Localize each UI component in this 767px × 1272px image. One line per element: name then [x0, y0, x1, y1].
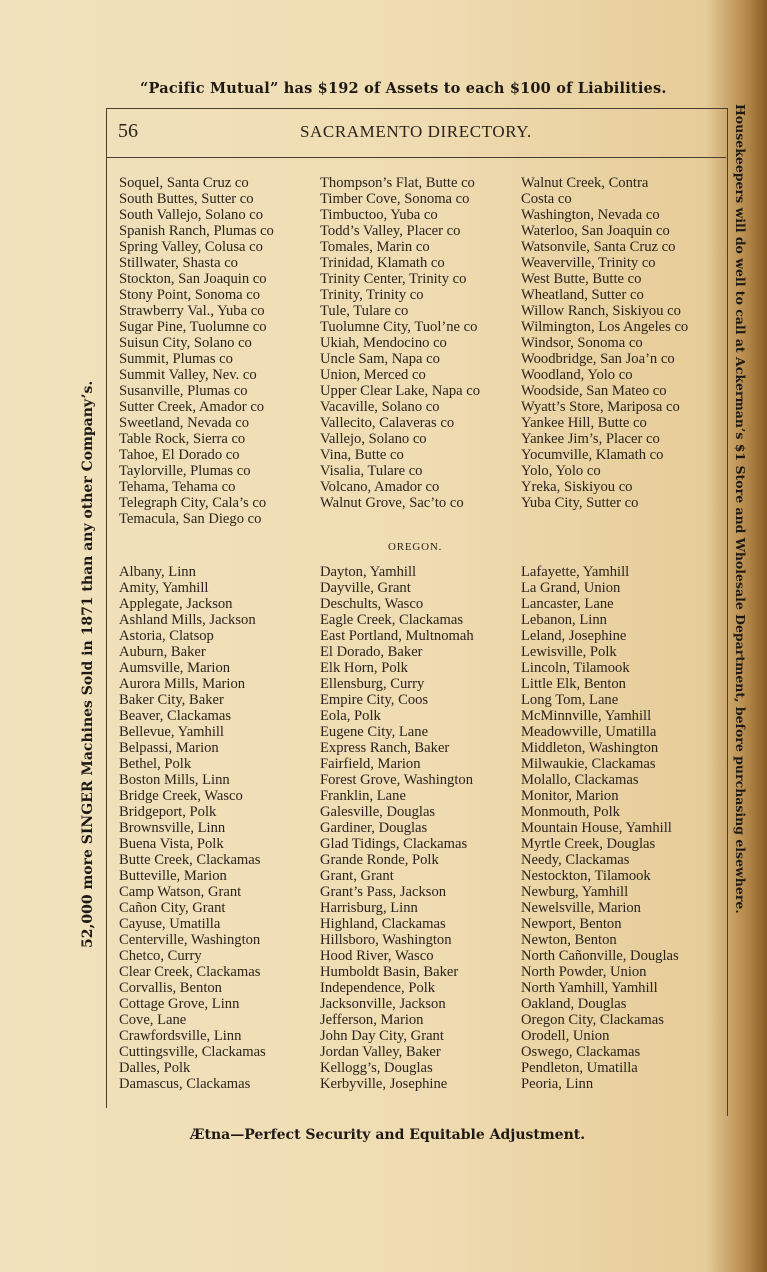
directory-entry: Grant, Grant [320, 868, 394, 884]
directory-entry: Leland, Josephine [521, 628, 627, 644]
directory-entry: Walnut Grove, Sac’to co [320, 495, 464, 511]
directory-entry: Eugene City, Lane [320, 724, 429, 740]
directory-entry: Peoria, Linn [521, 1076, 594, 1092]
page-number: 56 [118, 120, 138, 142]
directory-entry: Costa co [521, 191, 572, 207]
top-advertisement: “Pacific Mutual” has $192 of Assets to each $100 of Liabilities. [140, 80, 667, 97]
directory-entry: Dalles, Polk [119, 1060, 191, 1076]
directory-entry: Brownsville, Linn [119, 820, 226, 836]
directory-entry: Middleton, Washington [521, 740, 659, 756]
directory-entry: North Yamhill, Yamhill [521, 980, 658, 996]
directory-entry: Meadowville, Umatilla [521, 724, 657, 740]
directory-entry: Corvallis, Benton [119, 980, 222, 996]
directory-entry: Kellogg’s, Douglas [320, 1060, 433, 1076]
directory-entry: Woodland, Yolo co [521, 367, 633, 383]
directory-entry: South Buttes, Sutter co [119, 191, 254, 207]
directory-entry: Yuba City, Sutter co [521, 495, 639, 511]
directory-entry: Long Tom, Lane [521, 692, 619, 708]
directory-entry: Timber Cove, Sonoma co [320, 191, 470, 207]
directory-entry: Table Rock, Sierra co [119, 431, 246, 447]
directory-entry: Sugar Pine, Tuolumne co [119, 319, 267, 335]
directory-entry: Oregon City, Clackamas [521, 1012, 664, 1028]
directory-entry: Franklin, Lane [320, 788, 406, 804]
directory-entry: Summit Valley, Nev. co [119, 367, 257, 383]
directory-entry: Monitor, Marion [521, 788, 619, 804]
directory-entry: Needy, Clackamas [521, 852, 630, 868]
directory-entry: Yocumville, Klamath co [521, 447, 664, 463]
directory-entry: Watsonvile, Santa Cruz co [521, 239, 676, 255]
directory-entry: Woodbridge, San Joa’n co [521, 351, 675, 367]
directory-entry: Boston Mills, Linn [119, 772, 230, 788]
directory-entry: Grant’s Pass, Jackson [320, 884, 447, 900]
oregon-section-heading: OREGON. [388, 541, 443, 553]
directory-entry: Cañon City, Grant [119, 900, 226, 916]
right-margin-advertisement: Housekeepers will do well to call at Ackerman’s $1 Store and Wholesale Department, before purchasing elsewhere. [733, 104, 748, 914]
directory-entry: El Dorado, Baker [320, 644, 423, 660]
directory-entry: McMinnville, Yamhill [521, 708, 652, 724]
directory-entry: Newport, Benton [521, 916, 622, 932]
directory-entry: Milwaukie, Clackamas [521, 756, 656, 772]
directory-entry: Cayuse, Umatilla [119, 916, 221, 932]
directory-entry: Applegate, Jackson [119, 596, 233, 612]
directory-entry: Lewisville, Polk [521, 644, 617, 660]
header-divider [106, 157, 726, 158]
california-column-2 [320, 175, 480, 511]
directory-entry: North Cañonville, Douglas [521, 948, 679, 964]
directory-entry: Auburn, Baker [119, 644, 206, 660]
directory-entry: Albany, Linn [119, 564, 196, 580]
directory-entry: Grande Ronde, Polk [320, 852, 439, 868]
directory-entry: Jefferson, Marion [320, 1012, 424, 1028]
directory-entry: Spanish Ranch, Plumas co [119, 223, 274, 239]
directory-entry: Soquel, Santa Cruz co [119, 175, 249, 191]
directory-entry: Union, Merced co [320, 367, 426, 383]
directory-entry: Humboldt Basin, Baker [320, 964, 459, 980]
directory-entry: Baker City, Baker [119, 692, 224, 708]
directory-entry: Oswego, Clackamas [521, 1044, 641, 1060]
directory-entry: East Portland, Multnomah [320, 628, 474, 644]
directory-entry: Belpassi, Marion [119, 740, 219, 756]
directory-entry: Wheatland, Sutter co [521, 287, 644, 303]
directory-entry: Dayville, Grant [320, 580, 411, 596]
directory-entry: Lancaster, Lane [521, 596, 614, 612]
directory-entry: Amity, Yamhill [119, 580, 209, 596]
directory-entry: Fairfield, Marion [320, 756, 421, 772]
directory-entry: Susanville, Plumas co [119, 383, 248, 399]
directory-entry: Ukiah, Mendocino co [320, 335, 447, 351]
directory-entry: Hood River, Wasco [320, 948, 434, 964]
directory-entry: Visalia, Tulare co [320, 463, 423, 479]
directory-entry: Ellensburg, Curry [320, 676, 425, 692]
directory-entry: Suisun City, Solano co [119, 335, 252, 351]
bottom-advertisement: Ætna—Perfect Security and Equitable Adjustment. [190, 1127, 586, 1143]
directory-entry: Volcano, Amador co [320, 479, 440, 495]
directory-entry: Centerville, Washington [119, 932, 261, 948]
directory-entry: Tehama, Tehama co [119, 479, 236, 495]
directory-entry: Forest Grove, Washington [320, 772, 473, 788]
directory-entry: Washington, Nevada co [521, 207, 660, 223]
directory-entry: Timbuctoo, Yuba co [320, 207, 438, 223]
directory-entry: Express Ranch, Baker [320, 740, 450, 756]
directory-entry: Trinity, Trinity co [320, 287, 424, 303]
directory-entry: Yolo, Yolo co [521, 463, 601, 479]
directory-entry: Trinity Center, Trinity co [320, 271, 467, 287]
directory-entry: Waterloo, San Joaquin co [521, 223, 670, 239]
directory-entry: Vacaville, Solano co [320, 399, 440, 415]
directory-entry: Willow Ranch, Siskiyou co [521, 303, 681, 319]
directory-entry: Summit, Plumas co [119, 351, 233, 367]
directory-entry: Ashland Mills, Jackson [119, 612, 256, 628]
directory-entry: Spring Valley, Colusa co [119, 239, 263, 255]
directory-entry: Buena Vista, Polk [119, 836, 224, 852]
page-frame-right [727, 108, 728, 1116]
page-frame-top [106, 108, 728, 109]
directory-entry: Tahoe, El Dorado co [119, 447, 240, 463]
directory-entry: Galesville, Douglas [320, 804, 436, 820]
directory-entry: Pendleton, Umatilla [521, 1060, 638, 1076]
directory-entry: Windsor, Sonoma co [521, 335, 643, 351]
directory-entry: Myrtle Creek, Douglas [521, 836, 656, 852]
directory-entry: Wilmington, Los Angeles co [521, 319, 689, 335]
directory-entry: Kerbyville, Josephine [320, 1076, 448, 1092]
directory-entry: Wyatt’s Store, Mariposa co [521, 399, 680, 415]
directory-entry: Eola, Polk [320, 708, 381, 724]
directory-entry: Clear Creek, Clackamas [119, 964, 261, 980]
directory-entry: Cuttingsville, Clackamas [119, 1044, 266, 1060]
directory-entry: Vina, Butte co [320, 447, 404, 463]
directory-entry: Lebanon, Linn [521, 612, 607, 628]
directory-entry: Elk Horn, Polk [320, 660, 408, 676]
directory-entry: Stony Point, Sonoma co [119, 287, 261, 303]
directory-entry: Aumsville, Marion [119, 660, 231, 676]
directory-entry: Nestockton, Tilamook [521, 868, 651, 884]
directory-entry: Dayton, Yamhill [320, 564, 417, 580]
oregon-column-2 [320, 564, 474, 1092]
directory-entry: Beaver, Clackamas [119, 708, 232, 724]
directory-entry: Little Elk, Benton [521, 676, 626, 692]
directory-entry: Butte Creek, Clackamas [119, 852, 261, 868]
directory-entry: Cottage Grove, Linn [119, 996, 240, 1012]
directory-entry: Glad Tidings, Clackamas [320, 836, 468, 852]
directory-entry: Stillwater, Shasta co [119, 255, 238, 271]
directory-entry: Tomales, Marin co [320, 239, 430, 255]
directory-entry: Molallo, Clackamas [521, 772, 639, 788]
california-column-1 [119, 175, 274, 527]
directory-entry: Crawfordsville, Linn [119, 1028, 242, 1044]
directory-entry: Taylorville, Plumas co [119, 463, 251, 479]
directory-entry: Harrisburg, Linn [320, 900, 418, 916]
directory-entry: Jacksonville, Jackson [320, 996, 446, 1012]
directory-entry: Highland, Clackamas [320, 916, 446, 932]
directory-entry: Yreka, Siskiyou co [521, 479, 633, 495]
directory-entry: Eagle Creek, Clackamas [320, 612, 464, 628]
directory-entry: Jordan Valley, Baker [320, 1044, 441, 1060]
directory-entry: North Powder, Union [521, 964, 647, 980]
directory-entry: Tule, Tulare co [320, 303, 409, 319]
directory-entry: Stockton, San Joaquin co [119, 271, 267, 287]
directory-entry: Todd’s Valley, Placer co [320, 223, 461, 239]
directory-entry: Strawberry Val., Yuba co [119, 303, 265, 319]
directory-entry: West Butte, Butte co [521, 271, 642, 287]
directory-entry: Bellevue, Yamhill [119, 724, 224, 740]
directory-entry: Butteville, Marion [119, 868, 227, 884]
directory-entry: Woodside, San Mateo co [521, 383, 667, 399]
directory-entry: Aurora Mills, Marion [119, 676, 246, 692]
directory-entry: Gardiner, Douglas [320, 820, 428, 836]
directory-entry: Trinidad, Klamath co [320, 255, 445, 271]
oregon-column-1 [119, 564, 266, 1092]
directory-entry: Weaverville, Trinity co [521, 255, 656, 271]
directory-entry: Vallecito, Calaveras co [320, 415, 455, 431]
directory-entry: Yankee Jim’s, Placer co [521, 431, 660, 447]
directory-entry: Telegraph City, Cala’s co [119, 495, 267, 511]
directory-entry: Empire City, Coos [320, 692, 429, 708]
directory-entry: Sutter Creek, Amador co [119, 399, 265, 415]
directory-entry: Newton, Benton [521, 932, 617, 948]
page-frame-left [106, 108, 107, 1108]
directory-entry: South Vallejo, Solano co [119, 207, 264, 223]
directory-entry: Bridgeport, Polk [119, 804, 217, 820]
directory-entry: Hillsboro, Washington [320, 932, 452, 948]
directory-entry: Mountain House, Yamhill [521, 820, 672, 836]
directory-entry: Independence, Polk [320, 980, 436, 996]
directory-entry: Lafayette, Yamhill [521, 564, 630, 580]
directory-entry: Deschults, Wasco [320, 596, 424, 612]
directory-entry: Camp Watson, Grant [119, 884, 242, 900]
directory-entry: Lincoln, Tilamook [521, 660, 630, 676]
directory-entry: La Grand, Union [521, 580, 621, 596]
directory-entry: Damascus, Clackamas [119, 1076, 251, 1092]
directory-entry: Uncle Sam, Napa co [320, 351, 440, 367]
directory-entry: Oakland, Douglas [521, 996, 627, 1012]
directory-entry: John Day City, Grant [320, 1028, 444, 1044]
page-title: SACRAMENTO DIRECTORY. [300, 122, 532, 141]
directory-entry: Thompson’s Flat, Butte co [320, 175, 475, 191]
directory-entry: Bethel, Polk [119, 756, 192, 772]
left-margin-advertisement: 52,000 more SINGER Machines Sold in 1871 than any other Company’s. [80, 380, 96, 948]
directory-entry: Newelsville, Marion [521, 900, 641, 916]
directory-entry: Astoria, Clatsop [119, 628, 214, 644]
directory-entry: Monmouth, Polk [521, 804, 620, 820]
directory-entry: Temacula, San Diego co [119, 511, 262, 527]
directory-entry: Upper Clear Lake, Napa co [320, 383, 481, 399]
directory-entry: Cove, Lane [119, 1012, 187, 1028]
directory-entry: Vallejo, Solano co [320, 431, 427, 447]
directory-entry: Walnut Creek, Contra [521, 175, 649, 191]
directory-entry: Yankee Hill, Butte co [521, 415, 647, 431]
directory-entry: Tuolumne City, Tuol’ne co [320, 319, 478, 335]
directory-entry: Bridge Creek, Wasco [119, 788, 243, 804]
directory-entry: Orodell, Union [521, 1028, 610, 1044]
directory-entry: Sweetland, Nevada co [119, 415, 250, 431]
directory-entry: Chetco, Curry [119, 948, 202, 964]
oregon-column-3 [521, 564, 679, 1092]
directory-entry: Newburg, Yamhill [521, 884, 629, 900]
california-column-3 [521, 175, 688, 511]
